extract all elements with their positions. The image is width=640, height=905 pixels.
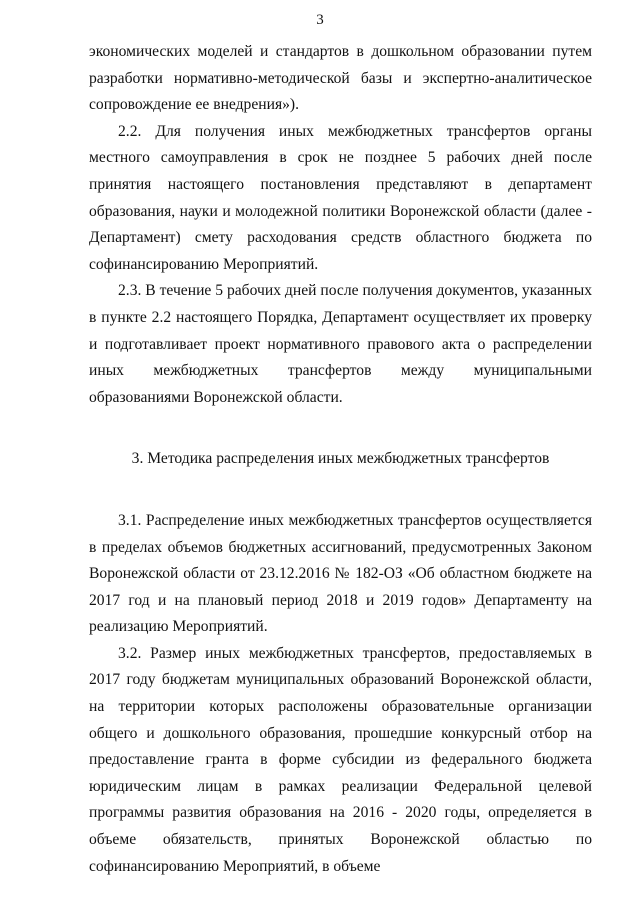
paragraph-3-1: 3.1. Распределение иных межбюджетных трансфертов осуществляется в пределах объемов бюджетных ассигнований, предусмотренных Законом Воронежской области от 23.12.2016 № 182-ОЗ «Об областном бюджете на 2017 год и на плановый период 2018 и 2019 годов» Департаменту на реализацию Мероприятий. (89, 511, 592, 636)
section-heading: 3. Методика распределения иных межбюджетных трансфертов (131, 450, 550, 468)
document-body (89, 39, 592, 880)
paragraph-2-2: 2.2. Для получения иных межбюджетных трансфертов органы местного самоуправления в срок не позднее 5 рабочих дней после принятия настоящего постановления представляют в департамент образования, науки и молодежной политики Воронежской области (далее - Департамент) смету расходования средств областного бюджета по софинансированию Мероприятий. (89, 122, 592, 273)
paragraph-continuation: экономических моделей и стандартов в дошкольном образовании путем разработки нормативно-методической базы и экспертно-аналитическое сопровождение ее внедрения»). (89, 43, 592, 114)
page-number: 3 (316, 12, 324, 28)
paragraph-2-3: 2.3. В течение 5 рабочих дней после получения документов, указанных в пункте 2.2 настоящего Порядка, Департамент осуществляет их проверку и подготавливает проект нормативного правового акта о распределении иных межбюджетных трансфертов между муниципальными образованиями Воронежской области. (89, 282, 592, 406)
paragraph-3-2: 3.2. Размер иных межбюджетных трансфертов, предоставляемых в 2017 году бюджетам муниципальных образований Воронежской области, на территории которых расположены образовательные организации общего и дошкольного образования, прошедшие конкурсный отбор на предоставление гранта в форме субсидии из федерального бюджета юридическим лицам в рамках реализации Федеральной целевой программы развития образования на 2016 - 2020 годы, определяется в объеме обязательств, принятых Воронежской областью по софинансированию Мероприятий, в объеме (89, 644, 592, 875)
